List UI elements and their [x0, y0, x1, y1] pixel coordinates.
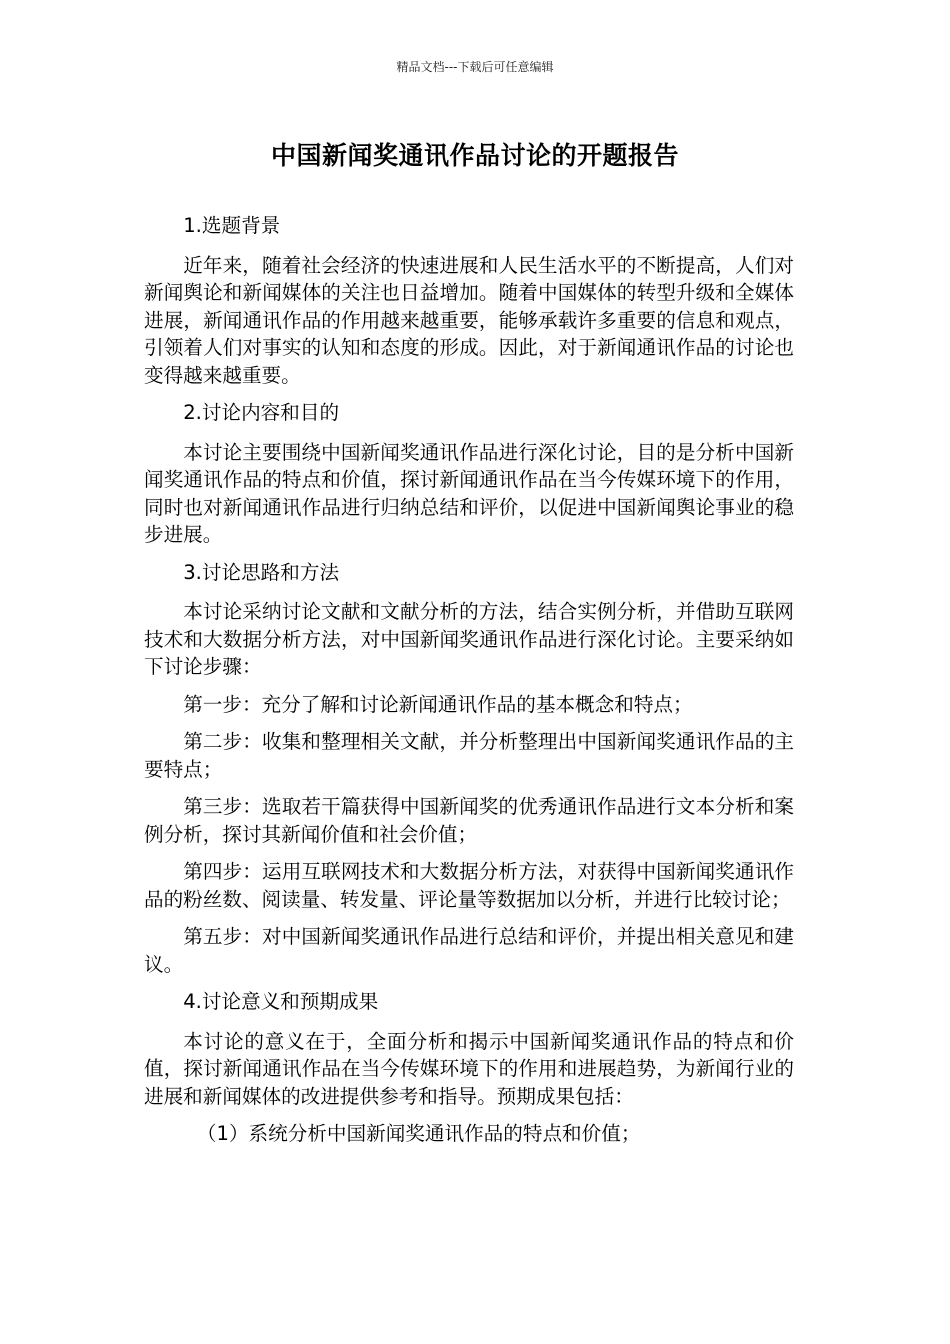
paragraph-background: 近年来，随着社会经济的快速进展和人民生活水平的不断提高，人们对新闻舆论和新闻媒体的关注也日益增加。随着中国媒体的转型升级和全媒体进展，新闻通讯作品的作用越来越重要，能够承载许多重要的信息和观点，引领着人们对事实的认知和态度的形成。因此，对于新闻通讯作品的讨论也变得越来越重要。 — [144, 253, 794, 387]
section-heading-background: 1.选题背景 — [183, 214, 281, 237]
paragraph-content-purpose: 本讨论主要围绕中国新闻奖通讯作品进行深化讨论，目的是分析中国新闻奖通讯作品的特点和价值，探讨新闻通讯作品在当今传媒环境下的作用，同时也对新闻通讯作品进行归纳总结和评价，以促进中国新闻舆论事业的稳步进展。 — [144, 440, 794, 546]
step-two: 第二步：收集和整理相关文献，并分析整理出中国新闻奖通讯作品的主要特点； — [144, 730, 794, 781]
section-heading-significance: 4.讨论意义和预期成果 — [183, 990, 379, 1013]
document-title: 中国新闻奖通讯作品讨论的开题报告 — [270, 141, 679, 170]
document-body — [144, 212, 794, 1158]
header-note: 精品文档---下载后可任意编辑 — [396, 60, 554, 74]
step-four: 第四步：运用互联网技术和大数据分析方法，对获得中国新闻奖通讯作品的粉丝数、阅读量、转发量、评论量等数据加以分析，并进行比较讨论； — [144, 860, 794, 911]
paragraph-significance: 本讨论的意义在于，全面分析和揭示中国新闻奖通讯作品的特点和价值，探讨新闻通讯作品在当今传媒环境下的作用和进展趋势，为新闻行业的进展和新闻媒体的改进提供参考和指导。预期成果包括： — [144, 1029, 794, 1108]
step-one: 第一步：充分了解和讨论新闻通讯作品的基本概念和特点； — [183, 692, 693, 716]
section-heading-content-purpose: 2.讨论内容和目的 — [183, 401, 340, 424]
step-three: 第三步：选取若干篇获得中国新闻奖的优秀通讯作品进行文本分析和案例分析，探讨其新闻价值和社会价值； — [144, 795, 794, 846]
expected-result-item-1: （1）系统分析中国新闻奖通讯作品的特点和价值； — [196, 1122, 641, 1145]
paragraph-approach-method: 本讨论采纳讨论文献和文献分析的方法，结合实例分析，并借助互联网技术和大数据分析方法，对中国新闻奖通讯作品进行深化讨论。主要采纳如下讨论步骤： — [144, 600, 794, 678]
section-heading-approach-method: 3.讨论思路和方法 — [183, 560, 340, 584]
step-five: 第五步：对中国新闻奖通讯作品进行总结和评价，并提出相关意见和建议。 — [144, 925, 794, 976]
